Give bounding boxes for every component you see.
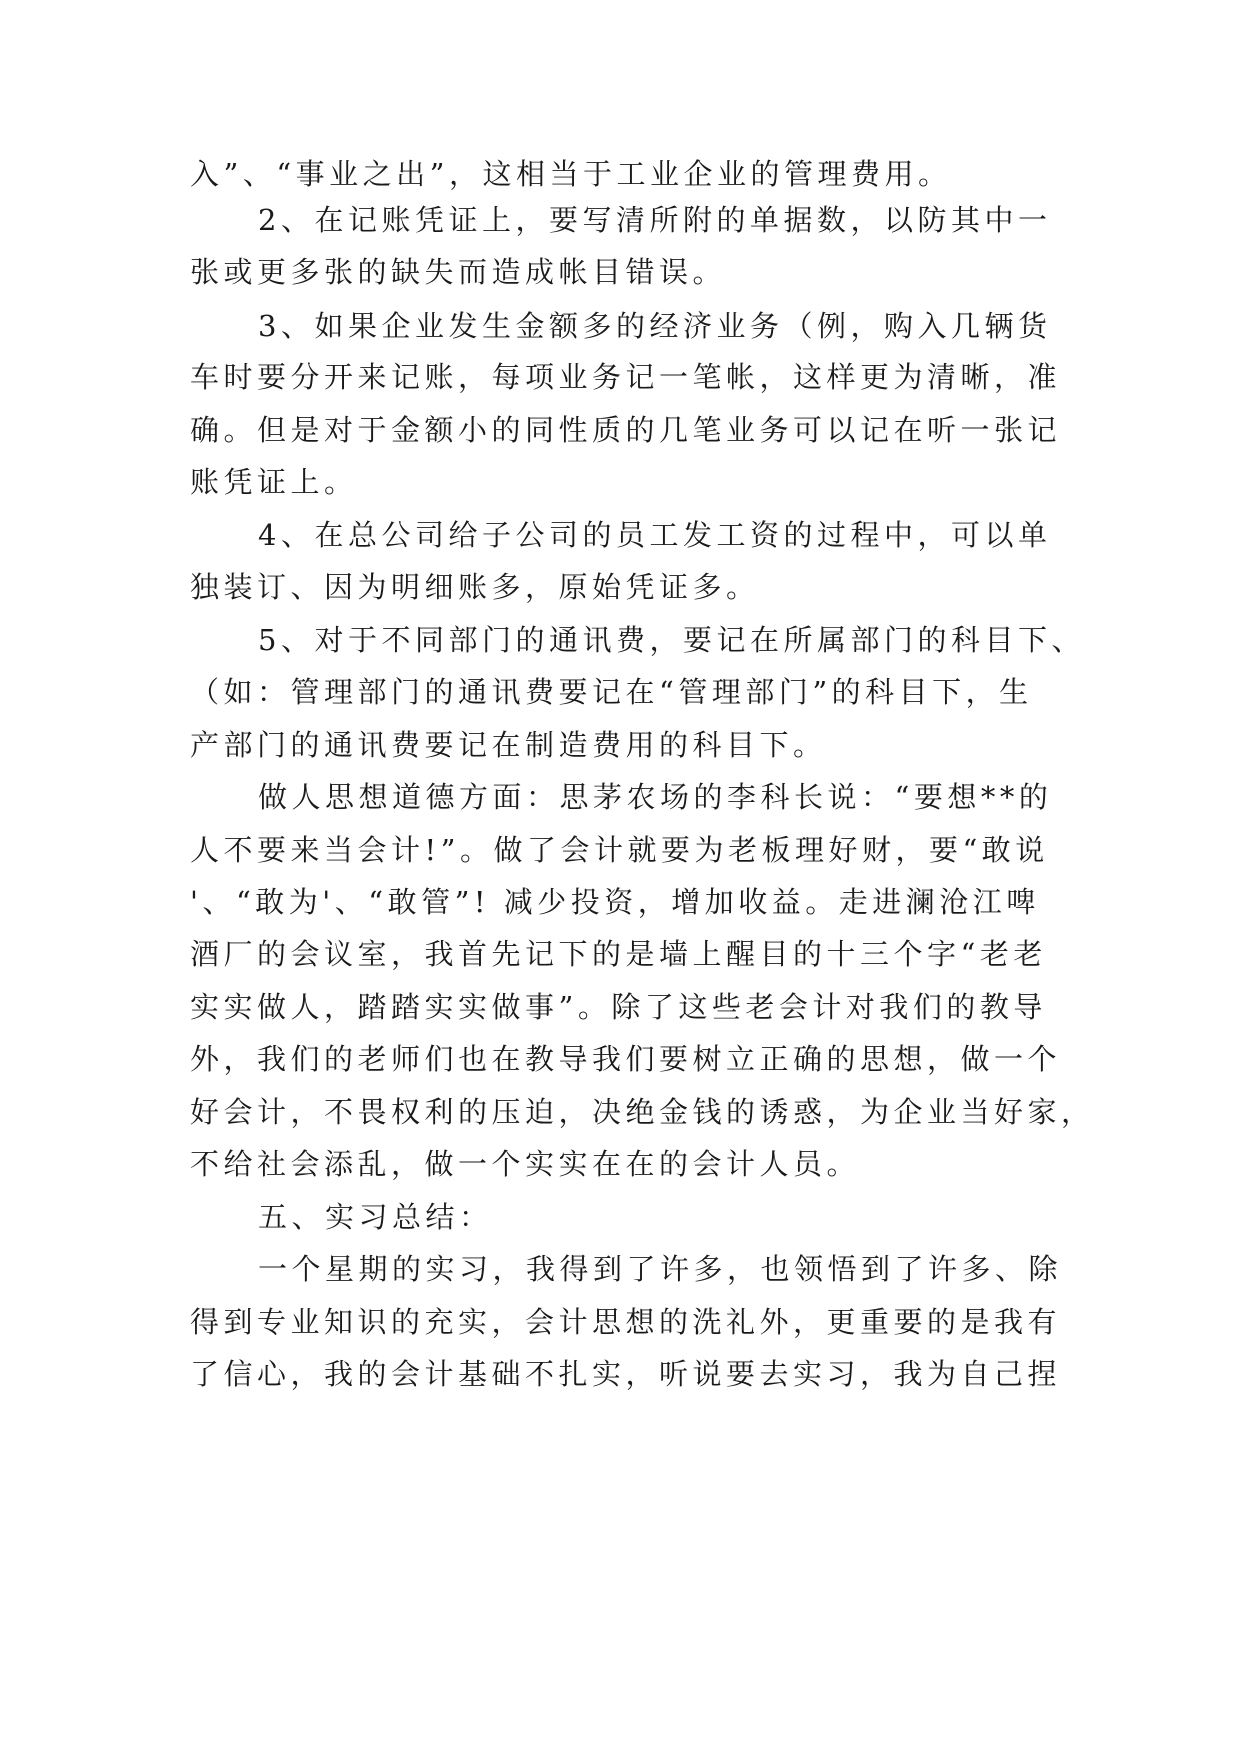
text-line: 得到专业知识的充实，会计思想的洗礼外，更重要的是我有: [190, 1305, 1062, 1339]
text-line: 5、对于不同部门的通讯费，要记在所属部门的科目下、: [258, 623, 1085, 657]
text-line: 人不要来当会计!”。做了会计就要为老板理好财，要“敢说: [190, 833, 1049, 867]
text-line: 车时要分开来记账，每项业务记一笔帐，这样更为清晰，准: [190, 360, 1062, 394]
text-line: 外，我们的老师们也在教导我们要树立正确的思想，做一个: [190, 1042, 1062, 1076]
text-line: 4、在总公司给子公司的员工发工资的过程中，可以单: [258, 518, 1052, 552]
text-line: 了信心，我的会计基础不扎实，听说要去实习，我为自己捏: [190, 1357, 1062, 1391]
section-heading: 五、实习总结：: [258, 1200, 493, 1234]
text-line: 2、在记账凭证上，要写清所附的单据数，以防其中一: [258, 203, 1052, 237]
text-line: '、“敢为'、“敢管”! 减少投资，增加收益。走进澜沧江啤: [190, 885, 1040, 919]
text-line: 张或更多张的缺失而造成帐目错误。: [190, 255, 727, 289]
text-line: 酒厂的会议室，我首先记下的是墙上醒目的十三个字“老老: [190, 937, 1047, 971]
text-line: （如：管理部门的通讯费要记在“管理部门”的科目下，生: [190, 675, 1033, 709]
text-line: 做人思想道德方面：思茅农场的李科长说：“要想**的: [258, 780, 1053, 814]
text-line: 账凭证上。: [190, 465, 358, 499]
text-line: 独装订、因为明细账多，原始凭证多。: [190, 570, 760, 604]
text-line: 入”、“事业之出”，这相当于工业企业的管理费用。: [190, 157, 952, 191]
text-line: 好会计，不畏权利的压迫，决绝金钱的诱惑，为企业当好家，: [190, 1095, 1095, 1129]
text-line: 确。但是对于金额小的同性质的几笔业务可以记在听一张记: [190, 413, 1062, 447]
text-line: 产部门的通讯费要记在制造费用的科目下。: [190, 728, 827, 762]
text-line: 实实做人，踏踏实实做事”。除了这些老会计对我们的教导: [190, 990, 1047, 1024]
text-line: 一个星期的实习，我得到了许多，也领悟到了许多、除: [258, 1252, 1063, 1286]
text-line: 3、如果企业发生金额多的经济业务（例，购入几辆货: [258, 309, 1052, 343]
text-line: 不给社会添乱，做一个实实在在的会计人员。: [190, 1147, 861, 1181]
